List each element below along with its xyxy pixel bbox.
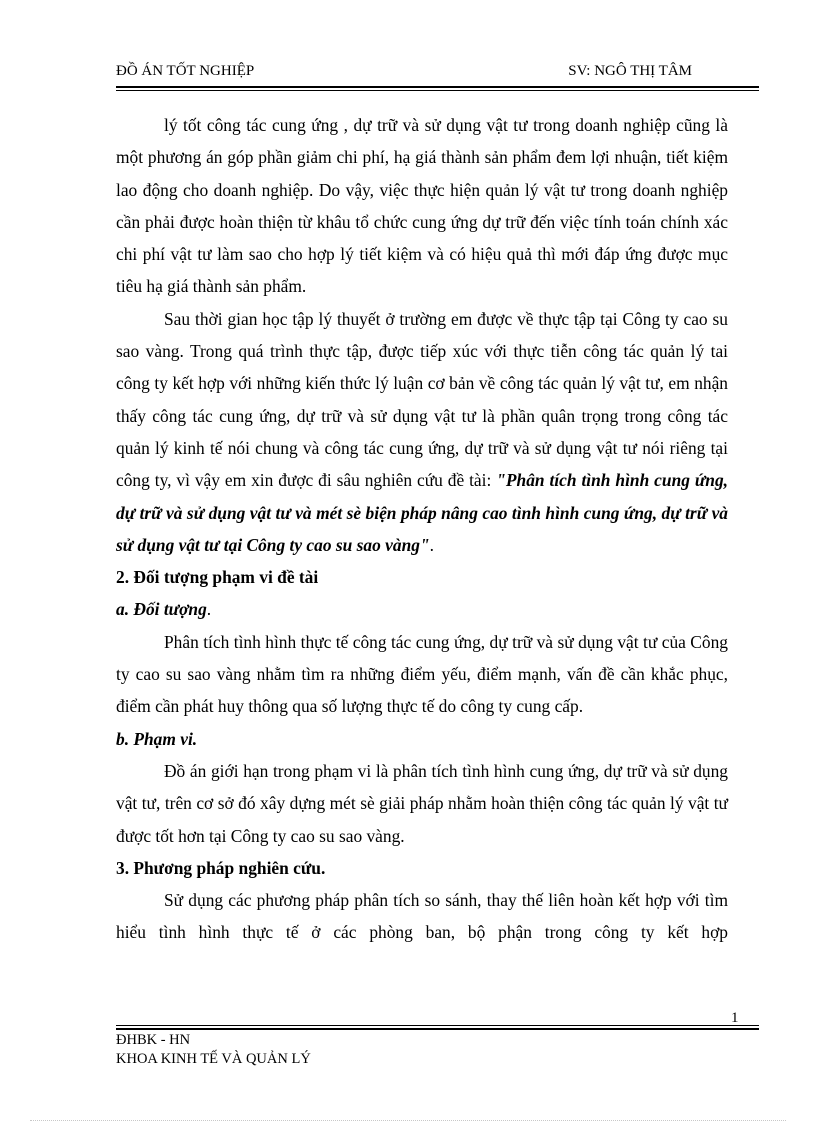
footer-rule-thin [116, 1025, 759, 1026]
section-heading-3: 3. Phương pháp nghiên cứu. [116, 857, 326, 878]
paragraph-2 [116, 303, 728, 561]
page-footer [116, 1031, 311, 1069]
footer-university: ĐHBK - HN [116, 1032, 191, 1048]
footer-rule-thick [116, 1028, 759, 1030]
header-rule-thin [116, 90, 759, 91]
header-author: SV: NGÔ THỊ TÂM [568, 63, 692, 79]
paragraph-5: Sử dụng các phương pháp phân tích so sánh, thay thế liên hoàn kết hợp với tìm hiểu tình hình thực tế ở các phòng ban, bộ phận trong công ty kết hợp [116, 890, 728, 943]
subheading-a-end: . [206, 599, 212, 620]
page-number: 1 [731, 1010, 739, 1026]
subheading-a [116, 593, 728, 625]
subheading-b: b. Phạm vi. [116, 728, 198, 749]
paragraph-2-end: . [429, 534, 434, 555]
paragraph-3: Phân tích tình hình thực tế công tác cung ứng, dự trữ và sử dụng vật tư của Công ty cao su sao vàng nhằm tìm ra những điểm yếu, điểm mạnh, vấn đề cần khắc phục, điểm cần phát huy thông qua số lượng thực tế do công ty cung cấp. [116, 631, 728, 717]
document-body [116, 109, 728, 949]
paragraph-4: Đồ án giới hạn trong phạm vi là phân tích tình hình cung ứng, dự trữ và sử dụng vật tư, trên cơ sở đó xây dựng mét sè giải pháp nhằm hoàn thiện công tác quản lý vật tư được tốt hơn tại Công ty cao su sao vàng. [116, 760, 728, 846]
section-heading-2: 2. Đối tượng phạm vi đề tài [116, 567, 319, 588]
page-bottom-border [30, 1120, 786, 1121]
page-header [116, 63, 756, 83]
paragraph-1: lý tốt công tác cung ứng , dự trữ và sử dụng vật tư trong doanh nghiệp cũng là một phương án góp phần giảm chi phí, hạ giá thành sản phẩm đem lợi nhuận, tiết kiệm lao động cho doanh nghiệp. Do vậy, việc thực hiện quản lý vật tư trong doanh nghiệp cần phải được hoàn thiện từ khâu tổ chức cung ứng dự trữ đến việc tính toán chính xác chi phí vật tư làm sao cho hợp lý tiết kiệm và có hiệu quả thì mới đáp ứng được mục tiêu hạ giá thành sản phẩm. [116, 115, 728, 297]
footer-faculty: KHOA KINH TẾ VÀ QUẢN LÝ [116, 1051, 311, 1067]
header-rule-thick [116, 86, 759, 88]
subheading-a-text: a. Đối tượng [116, 599, 207, 620]
paragraph-2-text: Sau thời gian học tập lý thuyết ở trường em được về thực tập tại Công ty cao su sao vàng. Trong quá trình thực tập, được tiếp xúc với thực tiễn công tác quản lý tai công ty kết hợp với những kiến thức lý luận cơ bản về công tác quản lý vật tư, em nhận thấy công tác cung ứng, dự trữ và sử dụng vật tư là phần quân trọng trong công tác quản lý kinh tế nói chung và công tác cung ứng, dự trữ và sử dụng vật tư nói riêng tại công ty, vì vậy em xin được đi sâu nghiên cứu đề tài: [116, 308, 728, 491]
research-topic: "Phân tích tình hình cung ứng, dự trữ và sử dụng vật tư và mét sè biện pháp nâng cao tình hình cung ứng, dự trữ và sử dụng vật tư tại Công ty cao su sao vàng" [116, 470, 729, 555]
header-title: ĐỒ ÁN TỐT NGHIỆP [116, 63, 255, 79]
